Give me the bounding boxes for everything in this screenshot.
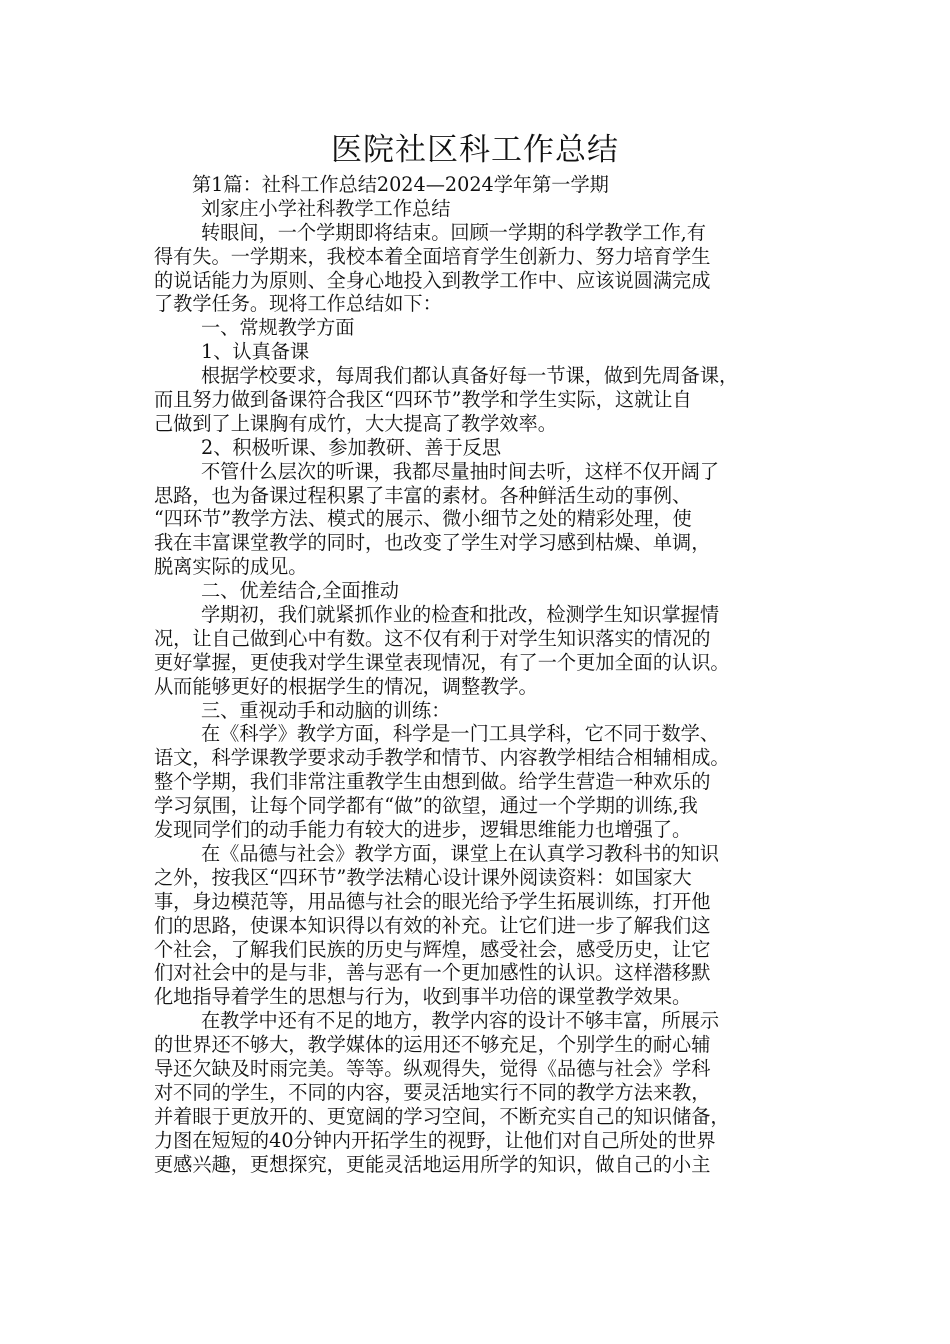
- document-body: [154, 173, 806, 1176]
- text-line: 二、优差结合,全面推动: [201, 579, 399, 603]
- text-line: 学习氛围，让每个同学都有“做”的欲望，通过一个学期的训练,我: [154, 794, 698, 818]
- text-line: 学期初，我们就紧抓作业的检查和批改，检测学生知识掌握情: [201, 603, 720, 627]
- text-line: 第1篇：社科工作总结2024—2024学年第一学期: [192, 173, 609, 196]
- text-line: “四环节”教学方法、模式的展示、微小细节之处的精彩处理，使: [154, 507, 692, 531]
- text-line: 化地指导着学生的思想与行为，收到事半功倍的课堂教学效果。: [154, 985, 692, 1009]
- text-line: 的说话能力为原则、全身心地投入到教学工作中、应该说圆满完成: [154, 268, 711, 292]
- text-line: 更好掌握，更使我对学生课堂表现情况，有了一个更加全面的认识。: [154, 650, 730, 674]
- text-line: 们的思路，使课本知识得以有效的补充。让它们进一步了解我们这: [154, 913, 711, 937]
- text-line: 事，身边模范等，用品德与社会的眼光给予学生拓展训练，打开他: [154, 889, 711, 913]
- text-line: 在《品德与社会》教学方面，课堂上在认真学习教科书的知识: [201, 841, 720, 865]
- text-line: 得有失。一学期来，我校本着全面培育学生创新力、努力培育学生: [154, 244, 711, 268]
- text-line: 了教学任务。现将工作总结如下：: [154, 292, 442, 316]
- text-line: 不管什么层次的听课，我都尽量抽时间去听，这样不仅开阔了: [201, 459, 720, 483]
- text-line: 语文，科学课教学要求动手教学和情节、内容教学相结合相辅相成。: [154, 746, 730, 770]
- text-line: 思路，也为备课过程积累了丰富的素材。各种鲜活生动的事例、: [154, 483, 692, 507]
- text-line: 我在丰富课堂教学的同时，也改变了学生对学习感到枯燥、单调，: [154, 531, 711, 555]
- text-line: 1、认真备课: [201, 340, 310, 364]
- document-title: 医院社区科工作总结: [331, 132, 619, 168]
- text-line: 发现同学们的动手能力有较大的进步，逻辑思维能力也增强了。: [154, 818, 692, 842]
- text-line: 况，让自己做到心中有数。这不仅有利于对学生知识落实的情况的: [154, 626, 711, 650]
- text-line: 2、积极听课、参加教研、善于反思: [201, 435, 502, 459]
- text-line: 己做到了上课胸有成竹，大大提高了教学效率。: [154, 411, 557, 435]
- text-line: 更感兴趣，更想探究，更能灵活地运用所学的知识，做自己的小主: [154, 1152, 711, 1176]
- text-line: 在《科学》教学方面，科学是一门工具学科，它不同于数学、: [201, 722, 720, 746]
- text-line: 而且努力做到备课符合我区“四环节”教学和学生实际，这就让自: [154, 388, 692, 412]
- text-line: 刘家庄小学社科教学工作总结: [201, 196, 451, 220]
- text-line: 对不同的学生，不同的内容，要灵活地实行不同的教学方法来教，: [154, 1080, 711, 1104]
- text-line: 整个学期，我们非常注重教学生由想到做。给学生营造一种欢乐的: [154, 770, 711, 794]
- text-line: 并着眼于更放开的、更宽阔的学习空间，不断充实自己的知识储备，: [154, 1104, 730, 1128]
- text-line: 个社会，了解我们民族的历史与辉煌，感受社会，感受历史，让它: [154, 937, 711, 961]
- text-line: 的世界还不够大，教学媒体的运用还不够充足，个别学生的耐心辅: [154, 1033, 711, 1057]
- text-line: 导还欠缺及时雨完美。等等。纵观得失，觉得《品德与社会》学科: [154, 1056, 711, 1080]
- text-line: 力图在短短的40分钟内开拓学生的视野，让他们对自己所处的世界: [154, 1128, 716, 1152]
- text-line: 之外，按我区“四环节”教学法精心设计课外阅读资料：如国家大: [154, 865, 692, 889]
- text-line: 转眼间，一个学期即将结束。回顾一学期的科学教学工作,有: [201, 220, 706, 244]
- text-line: 三、重视动手和动脑的训练：: [201, 698, 451, 722]
- text-line: 在教学中还有不足的地方，教学内容的设计不够丰富，所展示: [201, 1009, 720, 1033]
- text-line: 们对社会中的是与非，善与恶有一个更加感性的认识。这样潜移默: [154, 961, 711, 985]
- text-line: 脱离实际的成见。: [154, 555, 308, 579]
- text-line: 一、常规教学方面: [201, 316, 355, 340]
- text-line: 根据学校要求，每周我们都认真备好每一节课，做到先周备课，: [201, 364, 739, 388]
- text-line: 从而能够更好的根据学生的情况，调整教学。: [154, 674, 538, 698]
